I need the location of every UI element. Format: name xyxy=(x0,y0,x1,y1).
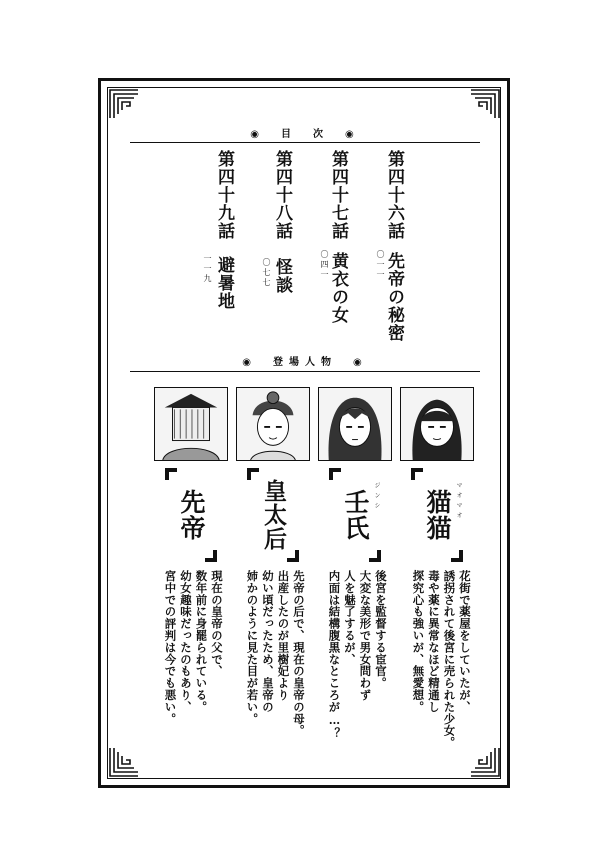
character-name: 猫猫 xyxy=(423,489,452,541)
woman-portrait-icon xyxy=(237,388,309,460)
name-box-former-emperor xyxy=(165,468,217,562)
character-name: 先帝 xyxy=(177,489,206,541)
corner-ornament-bottom-right xyxy=(469,746,501,778)
name-ruby: マオマオ xyxy=(455,482,462,522)
toc-divider xyxy=(130,142,480,143)
chapter-title: 怪談 xyxy=(272,258,292,294)
portrait-maomao xyxy=(400,387,474,461)
portrait-jinshi xyxy=(318,387,392,461)
chapter-page: 〇一一 xyxy=(376,250,385,280)
character-description: 先帝の后で、現在の皇帝の母。 出産したのが里樹妃より 幼い頃だったため、皇帝の 姉かのように見た目が若い。 xyxy=(245,570,306,737)
emperor-portrait-icon xyxy=(155,388,227,460)
chapter-title: 黄衣の女 xyxy=(328,252,348,324)
chapter-number: 第四十九話 xyxy=(214,150,234,240)
corner-ornament-top-left xyxy=(108,88,140,120)
portrait-former-emperor xyxy=(154,387,228,461)
character-name: 皇太后 xyxy=(260,479,286,551)
chapter-number: 第四十六話 xyxy=(384,150,404,240)
chapter-page: 〇七七 xyxy=(262,258,271,288)
chapter-page: 〇四一 xyxy=(320,250,329,280)
characters-heading: ◉ 登場人物 ◉ xyxy=(242,357,368,368)
character-description: 現在の皇帝の父で、 数年前に身罷られている。 幼女趣味だったのもあり、 宮中での評判は今でも悪い。 xyxy=(163,570,224,725)
portrait-empress-dowager xyxy=(236,387,310,461)
girl-portrait-icon xyxy=(401,388,473,460)
character-description: 後宮を監督する宦官。 大変な美形で男女問わず 人を魅了するが、 内面は結構腹黒なところが…？ xyxy=(327,570,388,740)
man-portrait-icon xyxy=(319,388,391,460)
corner-ornament-top-right xyxy=(469,88,501,120)
corner-ornament-bottom-left xyxy=(108,746,140,778)
name-box-empress-dowager xyxy=(247,468,299,562)
chapter-title: 避暑地 xyxy=(214,256,234,310)
chapter-number: 第四十七話 xyxy=(328,150,348,240)
chapter-number: 第四十八話 xyxy=(272,150,292,240)
chapter-title: 先帝の秘密 xyxy=(384,252,404,342)
chapter-page: 一一九 xyxy=(203,254,212,284)
toc-heading: ◉ 目 次 ◉ xyxy=(250,129,360,140)
characters-divider xyxy=(130,371,480,372)
character-description: 花街で薬屋をしていたが、 誘拐されて後宮に売られた少女。 毒や薬に異常なほど精通し 探究心も強いが、無愛想。 xyxy=(411,570,472,749)
name-ruby: ジンシ xyxy=(373,482,380,512)
character-name: 壬氏 xyxy=(341,489,370,541)
